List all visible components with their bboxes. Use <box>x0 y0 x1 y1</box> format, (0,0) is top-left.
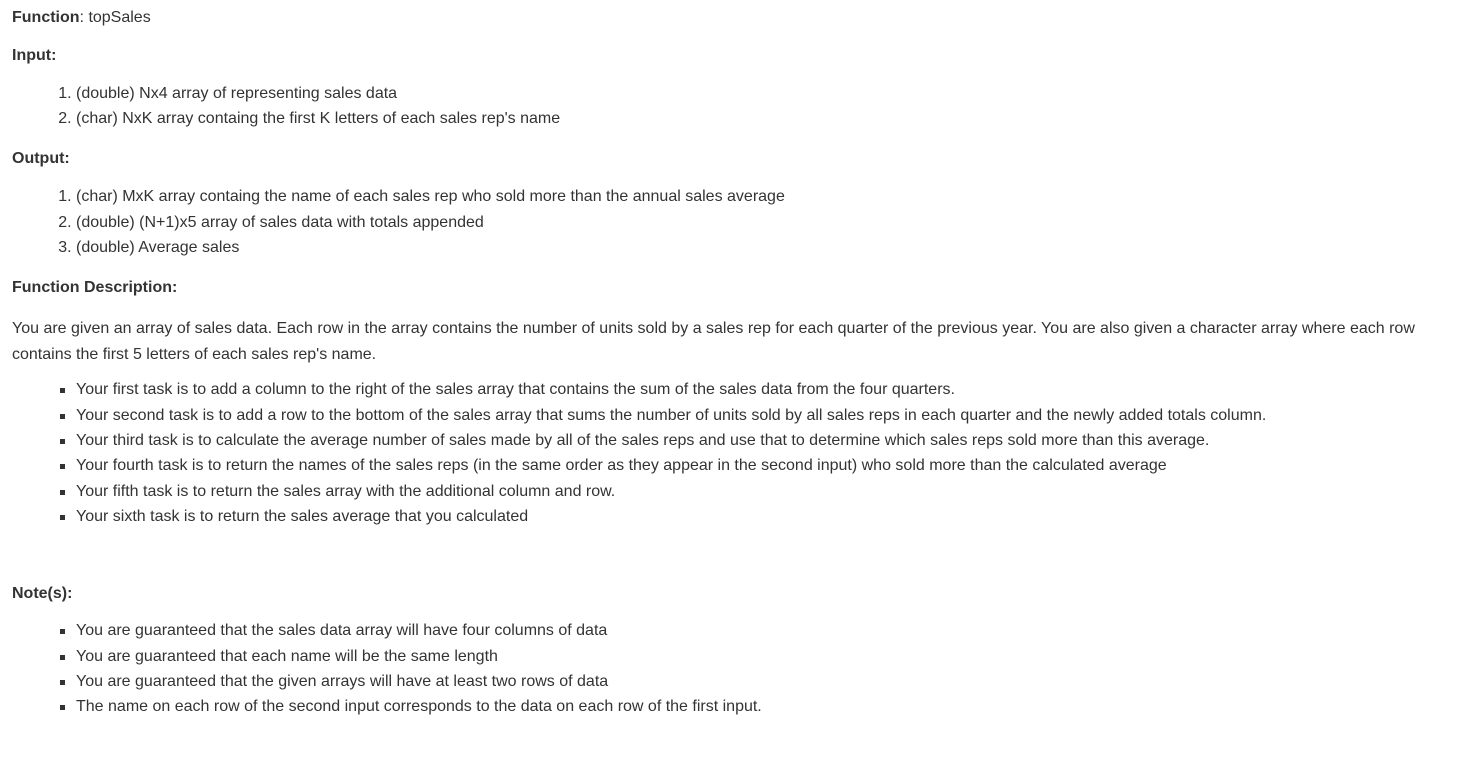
task-list <box>12 380 1478 527</box>
note-item: You are guaranteed that the given arrays will have at least two rows of data <box>76 672 1478 692</box>
output-section <box>12 149 1478 258</box>
output-item: 3. (double) Average sales <box>76 238 1478 258</box>
output-heading: Output: <box>12 150 70 168</box>
problem-statement <box>12 8 1478 717</box>
output-list <box>12 187 1478 258</box>
note-item: The name on each row of the second input corresponds to the data on each row of the first input. <box>76 697 1478 717</box>
notes-section <box>12 584 1478 717</box>
task-item: Your second task is to add a row to the bottom of the sales array that sums the number of units sold by all sales reps in each quarter and the newly added totals column. <box>76 406 1478 426</box>
output-item: 1. (char) MxK array containg the name of each sales rep who sold more than the annual sales average <box>76 187 1478 207</box>
task-item: Your fifth task is to return the sales array with the additional column and row. <box>76 482 1478 502</box>
input-item: 2. (char) NxK array containg the first K letters of each sales rep's name <box>76 109 1478 129</box>
function-label: Function <box>12 9 80 26</box>
input-section <box>12 46 1478 129</box>
output-item: 2. (double) (N+1)x5 array of sales data with totals appended <box>76 213 1478 233</box>
task-item: Your third task is to calculate the average number of sales made by all of the sales reps and use that to determine which sales reps sold more than this average. <box>76 431 1478 451</box>
input-list <box>12 84 1478 129</box>
function-name: topSales <box>88 9 151 26</box>
notes-list <box>12 621 1478 717</box>
description-section <box>12 278 1478 527</box>
function-line: Function: topSales <box>12 9 151 26</box>
description-heading: Function Description: <box>12 279 178 297</box>
task-item: Your first task is to add a column to the right of the sales array that contains the sum of the sales data from the four quarters. <box>76 380 1478 400</box>
note-item: You are guaranteed that the sales data array will have four columns of data <box>76 621 1478 641</box>
input-item: 1. (double) Nx4 array of representing sales data <box>76 84 1478 104</box>
notes-heading: Note(s): <box>12 585 73 603</box>
note-item: You are guaranteed that each name will be the same length <box>76 647 1478 667</box>
input-heading: Input: <box>12 47 57 64</box>
description-paragraph: You are given an array of sales data. Each row in the array contains the number of units sold by a sales rep for each quarter of the previous year. You are also given a character array where each row contains the first 5 letters of each sales rep's name. <box>12 320 1415 364</box>
task-item: Your fourth task is to return the names of the sales reps (in the same order as they appear in the second input) who sold more than the calculated average <box>76 456 1478 476</box>
task-item: Your sixth task is to return the sales average that you calculated <box>76 507 1478 527</box>
